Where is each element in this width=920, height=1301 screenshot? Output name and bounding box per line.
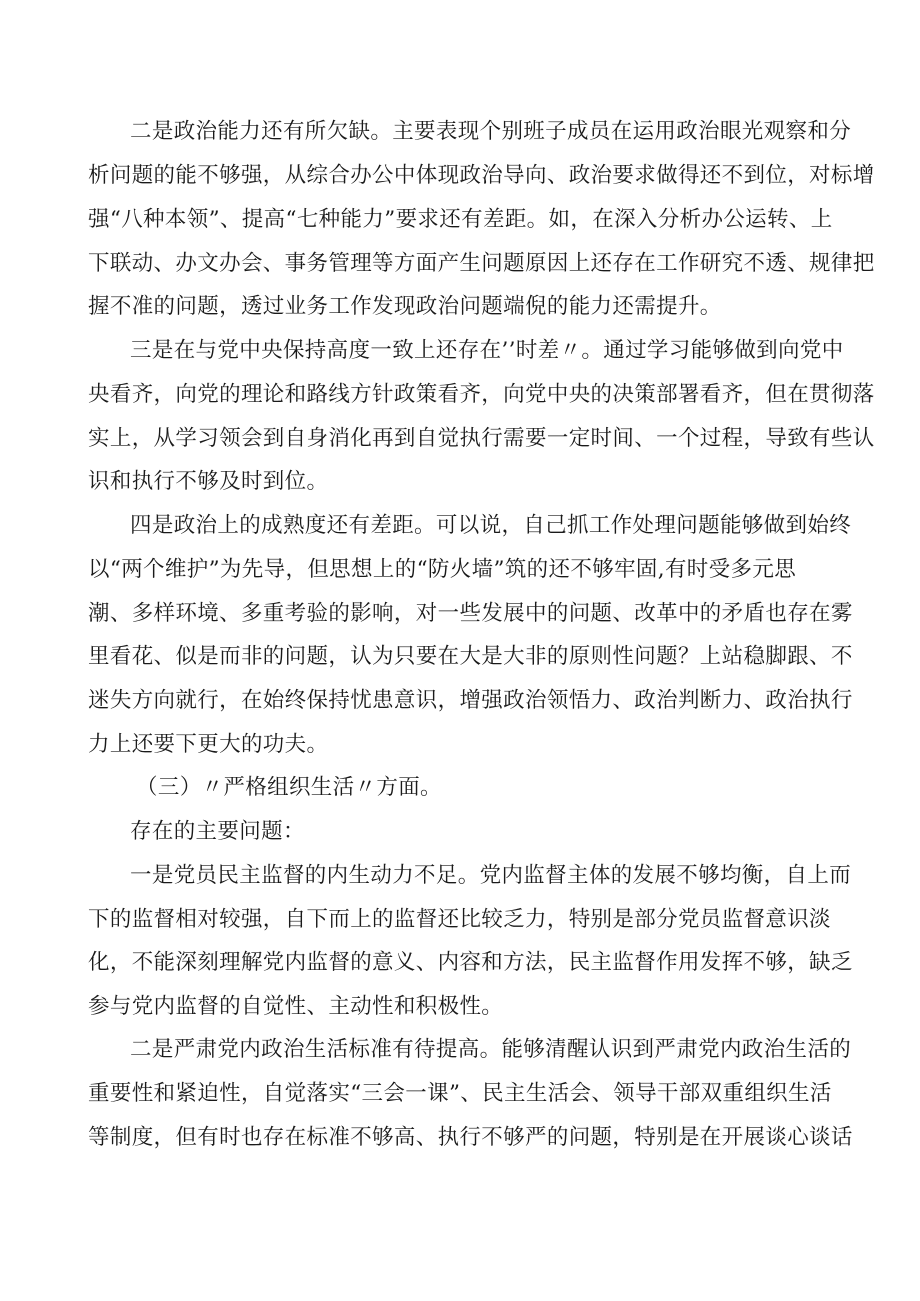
- paragraph-3-line-2: 央看齐，向党的理论和路线方针政策看齐，向党中央的决策部署看齐，但在贯彻落: [88, 382, 875, 407]
- paragraph-2-line-5: 握不准的问题，透过业务工作发现政治问题端倪的能力还需提升。: [88, 294, 722, 319]
- paragraph-4-line-2: 以“两个维护”为先导，但思想上的“防火墙”筑的还不够牢固,有时受多元思: [88, 557, 797, 582]
- paragraph-6-line-1: 二是严肃党内政治生活标准有待提高。能够清醒认识到严肃党内政治生活的: [130, 1037, 852, 1062]
- paragraph-5-line-1: 一是党员民主监督的内生动力不足。党内监督主体的发展不够均衡，自上而: [130, 863, 852, 888]
- paragraph-6-line-3: 等制度，但有时也存在标准不够高、执行不够严的问题，特别是在开展谈心谈话: [88, 1125, 853, 1150]
- paragraph-2-line-4: 下联动、办文办会、事务管理等方面产生问题原因上还存在工作研究不透、规律把: [88, 251, 875, 276]
- paragraph-3-line-4: 识和执行不够及时到位。: [88, 469, 329, 494]
- paragraph-2-line-1: 二是政治能力还有所欠缺。主要表现个别班子成员在运用政治眼光观察和分: [130, 119, 852, 144]
- paragraph-3-line-3: 实上，从学习领会到自身消化再到自觉执行需要一定时间、一个过程，导致有些认: [88, 426, 875, 451]
- sub-heading: 存在的主要问题：: [130, 819, 305, 844]
- paragraph-5-line-2: 下的监督相对较强，自下而上的监督还比较乏力，特别是部分党员监督意识淡: [88, 907, 831, 932]
- paragraph-4-line-3: 潮、多样环境、多重考验的影响，对一些发展中的问题、改革中的矛盾也存在雾: [88, 601, 853, 626]
- paragraph-4-line-4: 里看花、似是而非的问题，认为只要在大是大非的原则性问题？上站稳脚跟、不: [88, 644, 853, 669]
- paragraph-3-line-1: 三是在与党中央保持高度一致上还存在’’时差〃。通过学习能够做到向党中: [130, 338, 844, 363]
- paragraph-4-line-5: 迷失方向就行，在始终保持忧患意识，增强政治领悟力、政治判断力、政治执行: [88, 688, 853, 713]
- paragraph-4-line-6: 力上还要下更大的功夫。: [88, 732, 329, 757]
- paragraph-2-line-2: 析问题的能不够强，从综合办公中体现政治导向、政治要求做得还不到位，对标增: [88, 163, 875, 188]
- section-heading: （三）〃严格组织生活〃方面。: [136, 775, 442, 800]
- paragraph-5-line-3: 化，不能深刻理解党内监督的意义、内容和方法，民主监督作用发挥不够，缺乏: [88, 950, 853, 975]
- paragraph-6-line-2: 重要性和紧迫性，自觉落实“三会一课”、民主生活会、领导干部双重组织生活: [88, 1081, 832, 1106]
- paragraph-4-line-1: 四是政治上的成熟度还有差距。可以说，自己抓工作处理问题能够做到始终: [130, 513, 852, 538]
- paragraph-5-line-4: 参与党内监督的自觉性、主动性和积极性。: [88, 994, 504, 1019]
- paragraph-2-line-3: 强“八种本领”、提高“七种能力”要求还有差距。如，在深入分析办公运转、上: [88, 207, 833, 232]
